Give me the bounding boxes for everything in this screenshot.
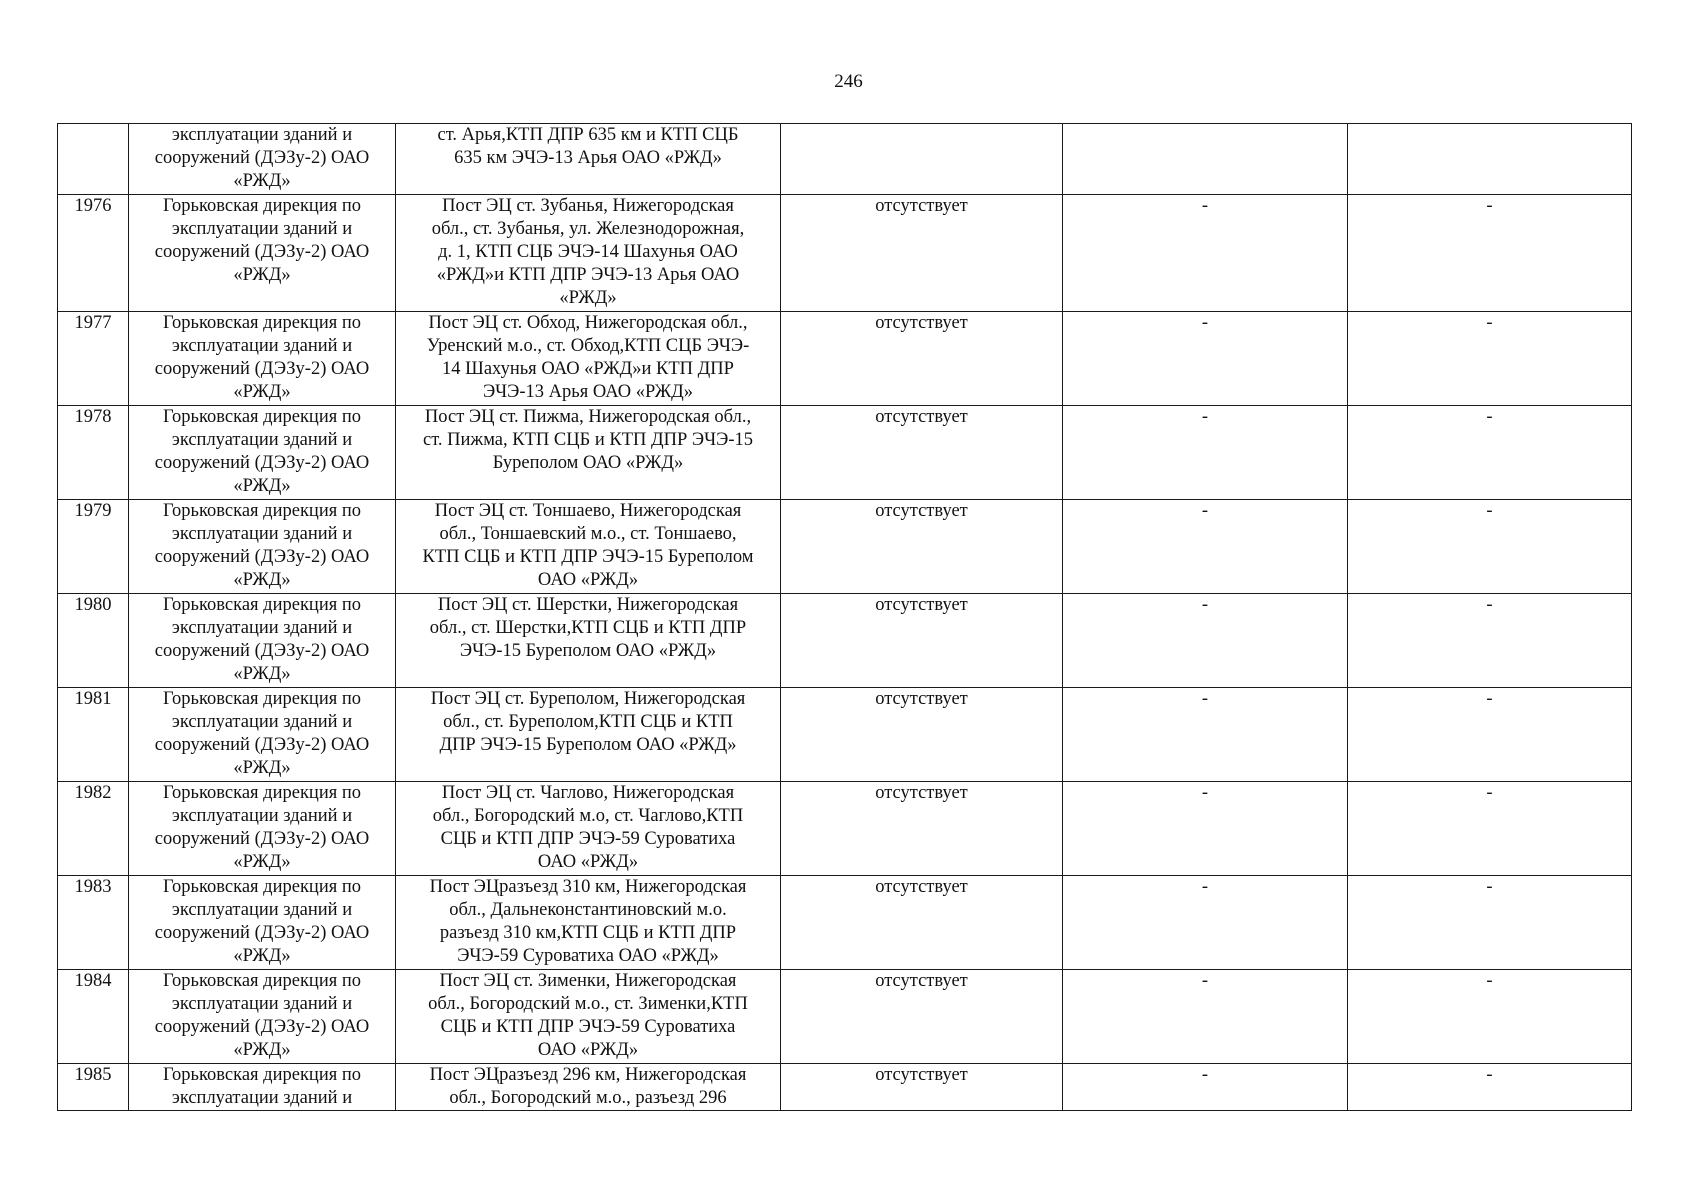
column-5-cell: - bbox=[1063, 312, 1348, 406]
column-6-cell: - bbox=[1348, 970, 1632, 1064]
organization-cell: Горьковская дирекция по эксплуатации зданий и сооружений (ДЭЗу-2) ОАО «РЖД» bbox=[129, 594, 396, 688]
organization-cell: эксплуатации зданий и сооружений (ДЭЗу-2) ОАО «РЖД» bbox=[129, 124, 396, 195]
status-cell: отсутствует bbox=[781, 406, 1063, 500]
status-cell: отсутствует bbox=[781, 688, 1063, 782]
object-cell: Пост ЭЦ ст. Зименки, Нижегородская обл., Богородский м.о., ст. Зименки,КТП СЦБ и КТП ДПР ЭЧЭ-59 Суроватиха ОАО «РЖД» bbox=[396, 970, 781, 1064]
column-6-cell: - bbox=[1348, 876, 1632, 970]
column-6-cell: - bbox=[1348, 312, 1632, 406]
row-number-cell: 1983 bbox=[58, 876, 129, 970]
column-5-cell: - bbox=[1063, 1064, 1348, 1111]
column-5-cell: - bbox=[1063, 195, 1348, 312]
status-cell: отсутствует bbox=[781, 594, 1063, 688]
row-number-cell: 1982 bbox=[58, 782, 129, 876]
table-row bbox=[58, 124, 1632, 195]
object-cell: ст. Арья,КТП ДПР 635 км и КТП СЦБ 635 км ЭЧЭ-13 Арья ОАО «РЖД» bbox=[396, 124, 781, 195]
row-number-cell bbox=[58, 124, 129, 195]
row-number-cell: 1978 bbox=[58, 406, 129, 500]
organization-cell: Горьковская дирекция по эксплуатации зданий и сооружений (ДЭЗу-2) ОАО «РЖД» bbox=[129, 782, 396, 876]
object-cell: Пост ЭЦ ст. Чаглово, Нижегородская обл., Богородский м.о, ст. Чаглово,КТП СЦБ и КТП ДПР ЭЧЭ-59 Суроватиха ОАО «РЖД» bbox=[396, 782, 781, 876]
row-number-cell: 1981 bbox=[58, 688, 129, 782]
object-cell: Пост ЭЦ ст. Шерстки, Нижегородская обл., ст. Шерстки,КТП СЦБ и КТП ДПР ЭЧЭ-15 Буреполом ОАО «РЖД» bbox=[396, 594, 781, 688]
organization-cell: Горьковская дирекция по эксплуатации зданий и сооружений (ДЭЗу-2) ОАО «РЖД» bbox=[129, 970, 396, 1064]
row-number-cell: 1976 bbox=[58, 195, 129, 312]
column-6-cell: - bbox=[1348, 1064, 1632, 1111]
column-5-cell: - bbox=[1063, 876, 1348, 970]
status-cell: отсутствует bbox=[781, 500, 1063, 594]
column-5-cell: - bbox=[1063, 406, 1348, 500]
organization-cell: Горьковская дирекция по эксплуатации зданий и bbox=[129, 1064, 396, 1111]
column-5-cell: - bbox=[1063, 500, 1348, 594]
table-row bbox=[58, 876, 1632, 970]
row-number-cell: 1979 bbox=[58, 500, 129, 594]
organization-cell: Горьковская дирекция по эксплуатации зданий и сооружений (ДЭЗу-2) ОАО «РЖД» bbox=[129, 500, 396, 594]
table-row bbox=[58, 406, 1632, 500]
status-cell: отсутствует bbox=[781, 876, 1063, 970]
table-row bbox=[58, 782, 1632, 876]
column-6-cell: - bbox=[1348, 688, 1632, 782]
table-row bbox=[58, 312, 1632, 406]
column-5-cell: - bbox=[1063, 688, 1348, 782]
page-number: 246 bbox=[834, 71, 863, 92]
table-row bbox=[58, 970, 1632, 1064]
column-5-cell: - bbox=[1063, 782, 1348, 876]
status-cell: отсутствует bbox=[781, 195, 1063, 312]
column-5-cell: - bbox=[1063, 594, 1348, 688]
column-6-cell: - bbox=[1348, 500, 1632, 594]
column-5-cell: - bbox=[1063, 970, 1348, 1064]
column-6-cell: - bbox=[1348, 406, 1632, 500]
register-table bbox=[57, 123, 1632, 1111]
status-cell bbox=[781, 124, 1063, 195]
column-6-cell: - bbox=[1348, 195, 1632, 312]
row-number-cell: 1984 bbox=[58, 970, 129, 1064]
table-body bbox=[58, 124, 1632, 1111]
object-cell: Пост ЭЦразъезд 296 км, Нижегородская обл., Богородский м.о., разъезд 296 bbox=[396, 1064, 781, 1111]
status-cell: отсутствует bbox=[781, 970, 1063, 1064]
organization-cell: Горьковская дирекция по эксплуатации зданий и сооружений (ДЭЗу-2) ОАО «РЖД» bbox=[129, 195, 396, 312]
table-row bbox=[58, 1064, 1632, 1111]
column-6-cell bbox=[1348, 124, 1632, 195]
status-cell: отсутствует bbox=[781, 782, 1063, 876]
object-cell: Пост ЭЦ ст. Буреполом, Нижегородская обл., ст. Буреполом,КТП СЦБ и КТП ДПР ЭЧЭ-15 Буреполом ОАО «РЖД» bbox=[396, 688, 781, 782]
row-number-cell: 1980 bbox=[58, 594, 129, 688]
object-cell: Пост ЭЦ ст. Пижма, Нижегородская обл., ст. Пижма, КТП СЦБ и КТП ДПР ЭЧЭ-15 Буреполом ОАО «РЖД» bbox=[396, 406, 781, 500]
organization-cell: Горьковская дирекция по эксплуатации зданий и сооружений (ДЭЗу-2) ОАО «РЖД» bbox=[129, 688, 396, 782]
status-cell: отсутствует bbox=[781, 1064, 1063, 1111]
table-row bbox=[58, 594, 1632, 688]
column-6-cell: - bbox=[1348, 594, 1632, 688]
organization-cell: Горьковская дирекция по эксплуатации зданий и сооружений (ДЭЗу-2) ОАО «РЖД» bbox=[129, 876, 396, 970]
object-cell: Пост ЭЦ ст. Тоншаево, Нижегородская обл., Тоншаевский м.о., ст. Тоншаево, КТП СЦБ и КТП ДПР ЭЧЭ-15 Буреполом ОАО «РЖД» bbox=[396, 500, 781, 594]
table-row bbox=[58, 195, 1632, 312]
object-cell: Пост ЭЦ ст. Зубанья, Нижегородская обл., ст. Зубанья, ул. Железнодорожная, д. 1, КТП СЦБ ЭЧЭ-14 Шахунья ОАО «РЖД»и КТП ДПР ЭЧЭ-13 Арья ОАО «РЖД» bbox=[396, 195, 781, 312]
organization-cell: Горьковская дирекция по эксплуатации зданий и сооружений (ДЭЗу-2) ОАО «РЖД» bbox=[129, 312, 396, 406]
row-number-cell: 1977 bbox=[58, 312, 129, 406]
object-cell: Пост ЭЦ ст. Обход, Нижегородская обл., Уренский м.о., ст. Обход,КТП СЦБ ЭЧЭ- 14 Шахунья ОАО «РЖД»и КТП ДПР ЭЧЭ-13 Арья ОАО «РЖД» bbox=[396, 312, 781, 406]
column-5-cell bbox=[1063, 124, 1348, 195]
row-number-cell: 1985 bbox=[58, 1064, 129, 1111]
table-row bbox=[58, 500, 1632, 594]
status-cell: отсутствует bbox=[781, 312, 1063, 406]
organization-cell: Горьковская дирекция по эксплуатации зданий и сооружений (ДЭЗу-2) ОАО «РЖД» bbox=[129, 406, 396, 500]
object-cell: Пост ЭЦразъезд 310 км, Нижегородская обл., Дальнеконстантиновский м.о. разъезд 310 км,КТП СЦБ и КТП ДПР ЭЧЭ-59 Суроватиха ОАО «РЖД» bbox=[396, 876, 781, 970]
table-row bbox=[58, 688, 1632, 782]
column-6-cell: - bbox=[1348, 782, 1632, 876]
